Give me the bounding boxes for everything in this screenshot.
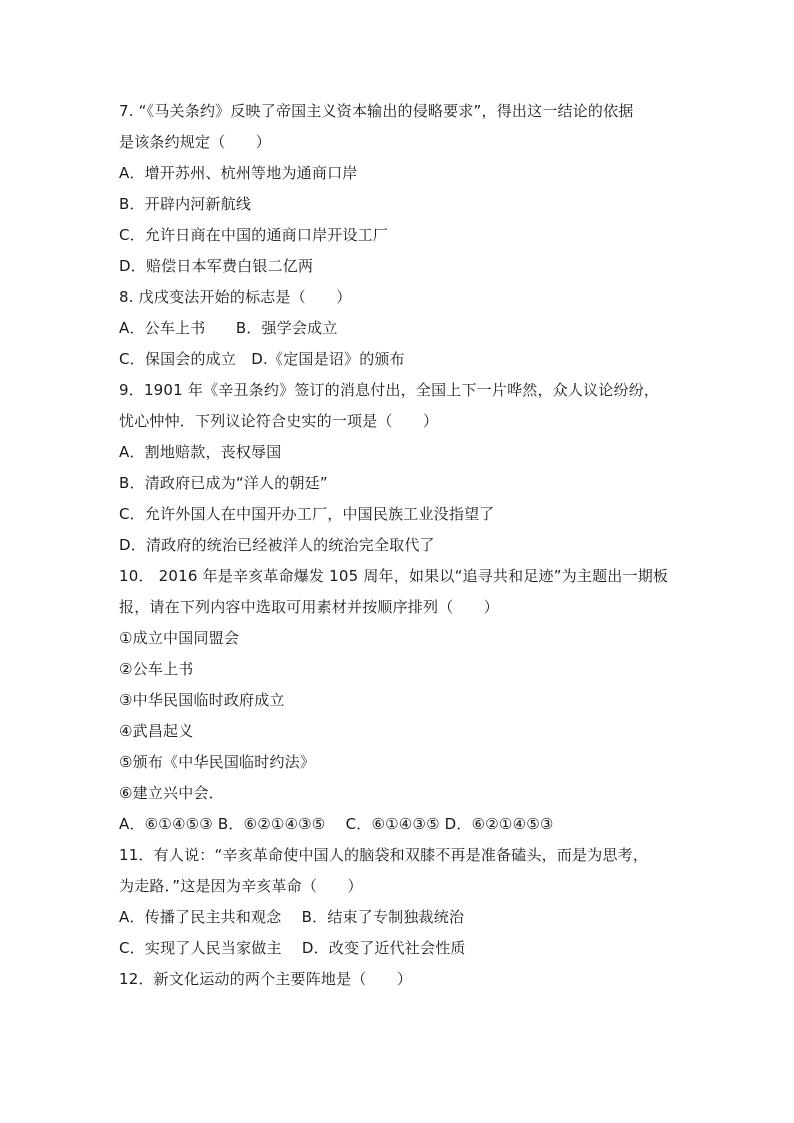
question-8 — [119, 282, 679, 375]
question-stem: 报，请在下列内容中选取可用素材并按顺序排列（ ） — [119, 598, 500, 616]
list-item: ②公车上书 — [119, 660, 194, 678]
question-stem: 是该条约规定（ ） — [119, 133, 272, 151]
option-b: B．清政府已成为“洋人的朝廷” — [119, 474, 328, 492]
option-c: C．允许日商在中国的通商口岸开设工厂 — [119, 226, 389, 244]
options-ab: A．传播了民主共和观念 B．结束了专制独裁统治 — [119, 908, 465, 926]
option-a: A．增开苏州、杭州等地为通商口岸 — [119, 164, 358, 182]
option-c: C．允许外国人在中国开办工厂，中国民族工业没指望了 — [119, 505, 495, 523]
question-stem: 12．新文化运动的两个主要阵地是（ ） — [119, 970, 413, 988]
option-d: D．赔偿日本军费白银二亿两 — [119, 257, 314, 275]
question-stem: 8. 戊戌变法开始的标志是（ ） — [119, 288, 352, 306]
question-stem: 为走路．”这是因为辛亥革命（ ） — [119, 877, 363, 895]
question-list — [119, 96, 679, 995]
list-item: ④武昌起义 — [119, 722, 194, 740]
list-item: ③中华民国临时政府成立 — [119, 691, 285, 709]
list-item: ①成立中国同盟会 — [119, 629, 240, 647]
question-7 — [119, 96, 679, 282]
options-cd: C．实现了人民当家做主 D．改变了近代社会性质 — [119, 939, 466, 957]
question-10 — [119, 561, 679, 840]
question-stem: 11．有人说：“辛亥革命使中国人的脑袋和双膝不再是准备磕头，而是为思考， — [119, 846, 649, 864]
answer-options: A．⑥①④⑤③ B．⑥②①④③⑤ C．⑥①④③⑤ D．⑥②①④⑤③ — [119, 815, 554, 833]
option-b: B．开辟内河新航线 — [119, 195, 252, 213]
question-stem: 7. “《马关条约》反映了帝国主义资本输出的侵略要求”，得出这一结论的依据 — [119, 102, 634, 120]
question-stem: 10． 2016 年是辛亥革命爆发 105 周年，如果以“追寻共和足迹”为主题出一期板 — [119, 567, 669, 585]
question-9 — [119, 375, 679, 561]
question-11 — [119, 840, 679, 964]
list-item: ⑤颁布《中华民国临时约法》 — [119, 753, 316, 771]
options-cd: C．保国会的成立 D.《定国是诏》的颁布 — [119, 350, 405, 368]
question-stem: 9．1901 年《辛丑条约》签订的消息付出，全国上下一片哗然，众人议论纷纷， — [119, 381, 660, 399]
list-item: ⑥建立兴中会． — [119, 784, 224, 802]
option-a: A．割地赔款，丧权辱国 — [119, 443, 282, 461]
question-12 — [119, 964, 679, 995]
option-d: D．清政府的统治已经被洋人的统治完全取代了 — [119, 536, 435, 554]
question-stem: 忧心忡忡．下列议论符合史实的一项是（ ） — [119, 412, 439, 430]
options-ab: A．公车上书 B．强学会成立 — [119, 319, 338, 337]
